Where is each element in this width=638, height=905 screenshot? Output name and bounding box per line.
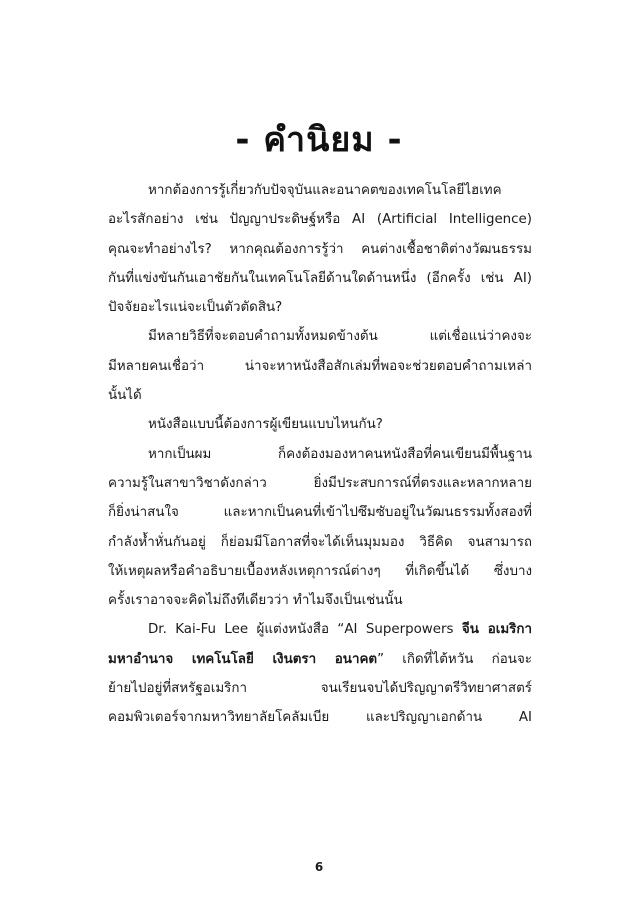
p1-line-2: อะไรสักอย่าง เช่น ปัญญาประดิษฐ์หรือ AI (Artificial Intelligence): [108, 212, 532, 228]
p4-line-3: ก็ยิ่งน่าสนใจ และหากเป็นคนที่เข้าไปซึมซับอยู่ในวัฒนธรรมทั้งสองที่: [108, 505, 532, 521]
p4-line-1: หากเป็นผม ก็คงต้องมองหาคนหนังสือที่คนเขียนมีพื้นฐาน: [148, 446, 532, 462]
p5-line-1-text: Dr. Kai-Fu Lee ผู้แต่งหนังสือ “AI Superpowers: [148, 622, 462, 638]
book-title-part-1: จีน อเมริกา: [461, 622, 532, 638]
body-text: [108, 176, 532, 733]
page-number: 6: [314, 860, 324, 874]
p1-line-4: กันที่แข่งขันกันเอาชัยกันในเทคโนโลยีด้านใดด้านหนึ่ง (อีกครั้ง เช่น AI): [108, 270, 532, 286]
page-title: - คำนิยม -: [235, 120, 403, 160]
p4-line-5: ให้เหตุผลหรือคำอธิบายเบื้องหลังเหตุการณ์ต่างๆ ที่เกิดขึ้นได้ ซึ่งบาง: [108, 563, 532, 579]
p5-line-1: [108, 615, 532, 644]
p5-line-3: ย้ายไปอยู่ที่สหรัฐอเมริกา จนเรียนจบได้ปริญญาตรีวิทยาศาสตร์: [108, 681, 532, 697]
p4-line-4: กำลังห้ำหั่นกันอยู่ ก็ย่อมมีโอกาสที่จะได้เห็นมุมมอง วิธีคิด จนสามารถ: [108, 534, 532, 550]
p5-line-2: [108, 645, 532, 674]
p1-line-1: หากต้องการรู้เกี่ยวกับปัจจุบันและอนาคตของเทคโนโลยีไฮเทค: [148, 183, 502, 198]
p5-line-4: คอมพิวเตอร์จากมหาวิทยาลัยโคลัมเบีย และปริญญาเอกด้าน AI: [108, 710, 532, 726]
p4-line-2: ความรู้ในสาขาวิชาดังกล่าว ยิ่งมีประสบการณ์ที่ตรงและหลากหลาย: [108, 475, 532, 491]
p1-line-3: คุณจะทำอย่างไร? หากคุณต้องการรู้ว่า คนต่างเชื้อชาติต่างวัฒนธรรม: [108, 241, 532, 257]
p2-line-3: นั้นได้: [108, 388, 142, 404]
book-title-part-2: มหาอำนาจ เทคโนโลยี เงินตรา อนาคต: [108, 651, 378, 667]
p2-line-2: มีหลายคนเชื่อว่า น่าจะหาหนังสือสักเล่มที่พอจะช่วยตอบคำถามเหล่า: [108, 358, 532, 374]
p2-line-1: มีหลายวิธีที่จะตอบคำถามทั้งหมดข้างต้น แต่เชื่อแน่ว่าคงจะ: [148, 329, 532, 345]
p4-line-6: ครั้งเราอาจจะคิดไม่ถึงทีเดียวว่า ทำไมจึงเป็นเช่นนั้น: [108, 593, 403, 609]
p3-line-1: หนังสือแบบนี้ต้องการผู้เขียนแบบไหนกัน?: [148, 417, 383, 433]
p5-line-2-text: ” เกิดที่ไต้หวัน ก่อนจะ: [377, 651, 532, 667]
p1-line-5: ปัจจัยอะไรแน่จะเป็นตัวตัดสิน?: [108, 300, 283, 316]
